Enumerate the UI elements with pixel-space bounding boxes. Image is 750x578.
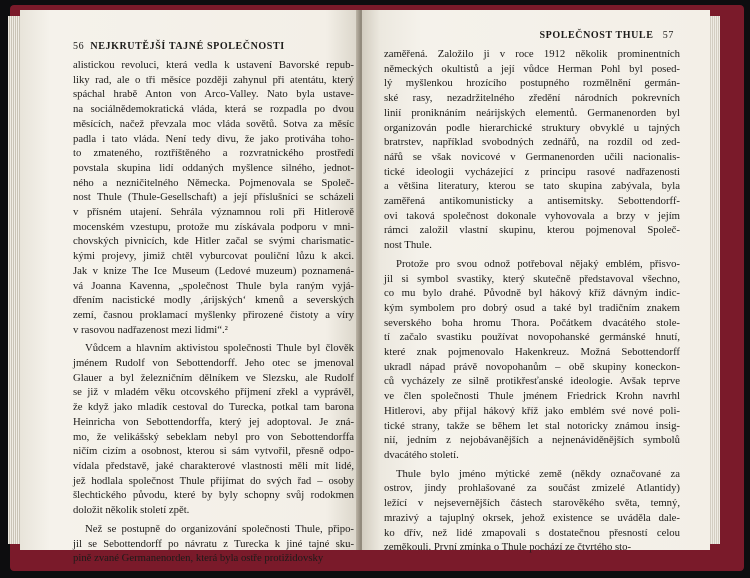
text-line: v přísném utajení. Sehrála významnou roli při Hitlerově: [73, 206, 354, 219]
text-line: pině zvané Germanenorden, která byla ostře protižidovsky: [73, 552, 324, 565]
text-line: Hitlerovi, aby přijal hákový kříž jako emblém své nové poli-: [384, 404, 680, 417]
text-line: šlechtického původu, které by byly schopny svůj rodokmen: [73, 489, 354, 502]
text-line: spáchal hrabě Anton von Arco-Valley. Nato byla ustave-: [73, 88, 354, 101]
text-line: Jak v knize The Ice Museum (Ledové muzeum) poznamená-: [73, 264, 354, 277]
text-line: ného a nezničitelného Německa. Pojmenovala se Společ-: [73, 176, 354, 189]
text-line: chovských pivnicích, kde Hitler začal se svými charismatic-: [73, 235, 354, 248]
text-line: tické ideologii vycházející z principu rasové nadřazenosti: [384, 165, 680, 178]
text-line: linií proniknáním neárijských elementů. Germanenorden byl: [384, 106, 680, 119]
text-line: ukradl nápad právě novopohanům – obě skupiny koneckon-: [384, 360, 680, 373]
text-line: ničím cizím a osobnost, kterou si sám vytvořil, přesně odpo-: [73, 445, 354, 458]
text-line: alistickou revoluci, která vedla k ustavení Bavorské repub-: [73, 59, 354, 71]
right-running-header: [384, 30, 680, 41]
text-line: nářů se však novicové v Germanenorden učili nacionalis-: [384, 150, 680, 163]
text-line: mrazivý a tajuplný okrsek, jehož existence se uváděla dale-: [384, 511, 680, 524]
text-line: mo, že velikášský sebeklam nebyl pro von Sebottendorffa: [73, 430, 354, 443]
text-line: povstala skupina lidí oddaných myšlence silného, jednot-: [73, 161, 354, 174]
text-line: vídala představě, jaké charakterové vlastnosti měli mít lidé,: [73, 459, 354, 472]
text-line: Než se postupně do organizování společnosti Thule, připo-: [85, 522, 354, 535]
text-line: nost Thule.: [384, 239, 432, 252]
left-page-number: 56: [73, 41, 85, 52]
text-line: zaměřená. Založilo ji v roce 1912 několik prominentních: [384, 48, 680, 60]
text-line: liky rad, ale o tři měsíce později zahynul při atentátu, který: [73, 73, 354, 86]
text-line: co mu bylo drahé. Původně byl hákový kříž dávným indic-: [384, 287, 680, 300]
text-line: padla i tato vláda. Není tedy divu, že jako protiváha toho-: [73, 132, 354, 145]
text-line: zaměřená antikomunisticky a antisemitsky. Sebottendorff-: [384, 195, 680, 208]
text-line: vá Joanna Kavenna, „společnost Thule byla raným vyjá-: [73, 279, 354, 292]
text-line: tí začalo svastiku používat novopohanské germánské hnutí,: [384, 331, 680, 344]
text-line: nií, jedním z nejobávanějších a nejnenáviděnějších symbolů: [384, 434, 680, 447]
left-page-body: [73, 58, 354, 566]
text-line: nost Thule (Thule-Gesellschaft) a její příslušníci se scházeli: [73, 191, 354, 204]
text-line: bratrstev, například svobodných zednářů, na rozdíl od zed-: [384, 136, 680, 149]
right-header-title: SPOLEČNOST THULE: [539, 30, 654, 41]
text-line: severského boha hromu Thora. Počátkem dvacátého stole-: [384, 316, 680, 329]
text-line: ve člen společnosti Thule jménem Friedrick Krohn navrhl: [384, 390, 680, 403]
text-line: kým symbolem pro dobrý osud a také byl tradičním znakem: [384, 301, 680, 314]
text-line: dvacátého století.: [384, 448, 459, 461]
text-line: rámci založil vlastní skupinu, kterou pojmenoval Společ-: [384, 224, 680, 237]
text-line: kými projevy, jimiž chtěl vyburcovat pouliční lůzu k akci.: [73, 250, 354, 263]
text-line: tické strany, takže se během let stal notoricky známou insig-: [384, 419, 680, 432]
text-line: jil si symbol svastiky, který skutečně představoval všechno,: [384, 272, 680, 285]
text-line: se již v mladém věku otcovského příjmení zřekl a vyprávěl,: [73, 386, 354, 399]
text-line: zemí, časnou proklamací myšlenky přirozené čistoty a víry: [73, 308, 354, 321]
text-line: ské rasy, nezadržitelného zředění národních pokrevních: [384, 92, 680, 105]
text-line: to zmateného, roztříštěného a rozvratnického prostředí: [73, 147, 354, 160]
right-page-body: [384, 47, 680, 555]
text-line: a většina literatury, kterou se tato skupina zabývala, byla: [384, 180, 680, 193]
text-line: ležící v nejsevernějších částech starověkého světa, temný,: [384, 497, 680, 510]
text-line: že když jako mladík cestoval do Turecka, potkal tam barona: [73, 401, 354, 414]
text-line: jež hodlala společnost Thule přijímat do svých řad – osoby: [73, 474, 354, 487]
text-line: německých okultistů a její vůdce Herman Pohl byl posed-: [384, 62, 680, 75]
text-line: Vůdcem a hlavním aktivistou společnosti Thule byl člověk: [85, 342, 354, 355]
text-line: zeměkouli. První zmínka o Thule pochází ze čtvrtého sto-: [384, 541, 632, 554]
text-line: Glauer a byl železničním dělníkem ve Slezsku, ale Rudolf: [73, 371, 354, 384]
text-line: na sociálnědemokratická vláda, která se rozpadla po dvou: [73, 103, 354, 116]
text-line: ovi taková společnost dokonale vyhovovala a brzy v jejím: [384, 209, 680, 222]
left-running-header: [73, 41, 354, 52]
text-line: organizován podle hierarchické struktury obvyklé u tajných: [384, 121, 680, 134]
text-line: ostrov, jindy prohlašované za součást zmizelé Atlantidy): [384, 482, 680, 495]
text-line: mocenském vzestupu, protože mu získávala podporu v mni-: [73, 220, 354, 233]
right-page: [362, 10, 710, 554]
text-line: Protože pro svou odnož potřeboval nějaký emblém, přisvo-: [396, 257, 680, 270]
text-line: v rasovou nadřazenost mezi lidmi“.²: [73, 323, 228, 336]
text-line: ko dřív, než lidé zmapovali s dostatečnou přesností celou: [384, 526, 680, 539]
text-line: Heinricha von Sebottendorffa, který jej adoptoval. Je zná-: [73, 415, 354, 428]
left-page: [20, 10, 360, 565]
text-line: doložit několik století zpět.: [73, 504, 190, 517]
text-line: Thule bylo jméno mýtické země (někdy označované za: [396, 467, 680, 480]
text-line: měsících, načež převzala moc vláda sovětů. Sotva za měsíc: [73, 117, 354, 130]
text-line: lý myšlenkou hrozícího postupného rozmělnění germán-: [384, 77, 680, 90]
text-line: ců vycházely ze silně protikřesťanské ideologie. Avšak teprve: [384, 375, 680, 388]
right-page-number: 57: [662, 30, 674, 41]
text-line: jménem Rudolf von Sebottendorff. Jeho otec se jmenoval: [73, 357, 354, 370]
left-header-title: NEJKRUTĚJŠÍ TAJNÉ SPOLEČNOSTI: [90, 41, 285, 52]
text-line: jil se Sebottendorff po návratu z Turecka k jiné tajné sku-: [73, 537, 354, 550]
text-line: dřením nacistické modly ‚árijských‘ kmenů a severských: [73, 294, 354, 307]
text-line: které znak pojmenovalo Hakenkreuz. Možná Sebottendorff: [384, 346, 680, 359]
